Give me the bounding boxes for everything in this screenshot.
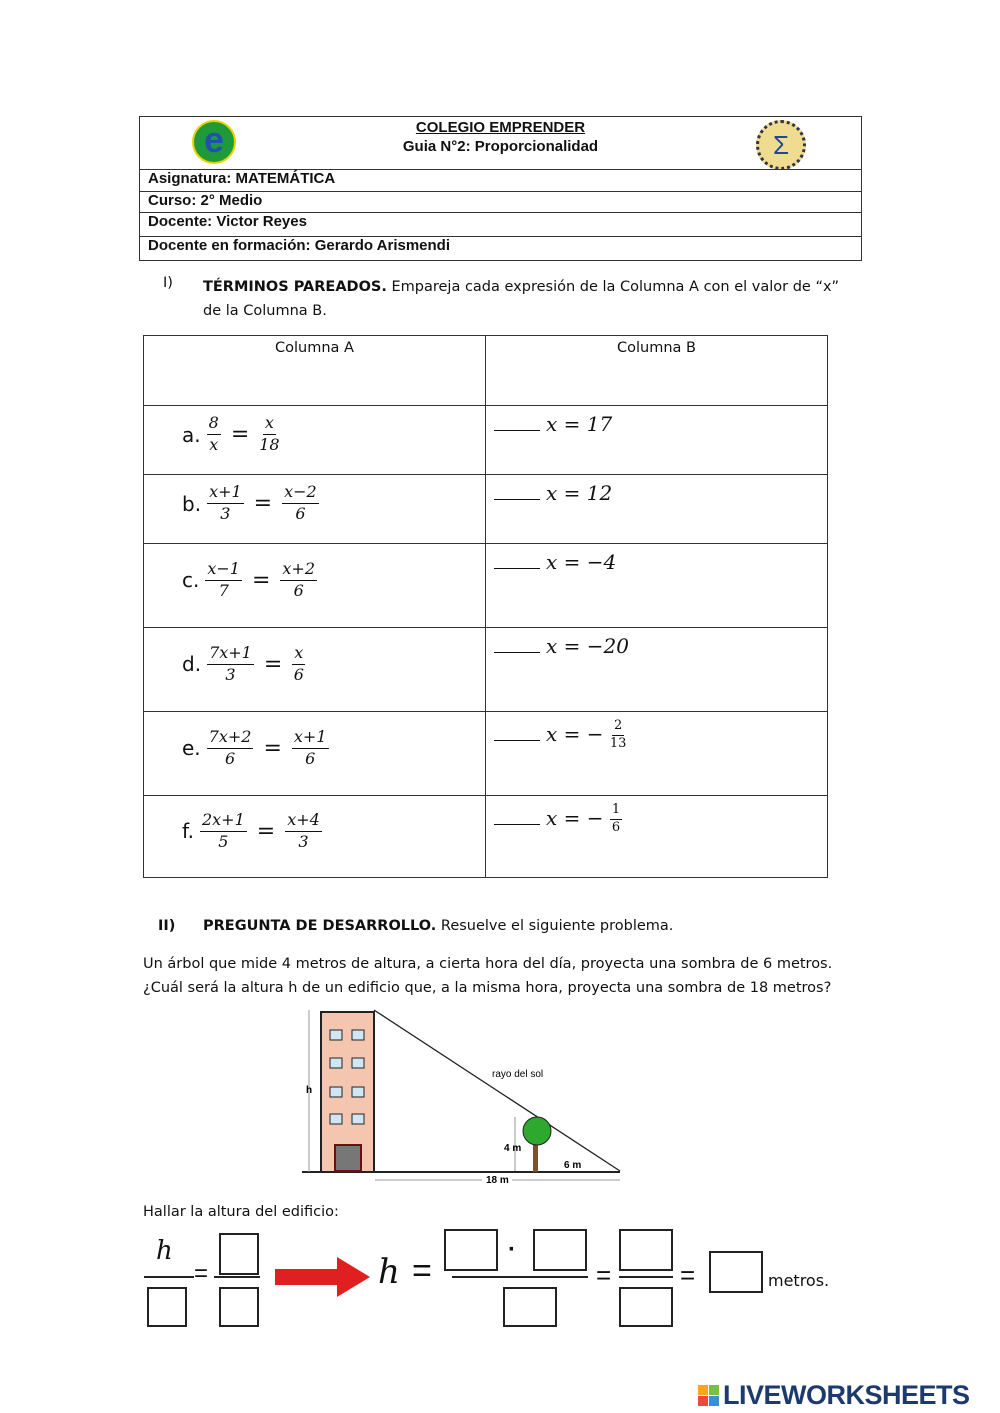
- x-value: x = −: [546, 805, 604, 830]
- building-shadow-diagram: [290, 1000, 630, 1190]
- tree-crown: [523, 1117, 551, 1145]
- matching-table: [143, 335, 828, 878]
- equals-sign-4: =: [680, 1260, 696, 1290]
- find-instruction: Hallar la altura del edificio:: [143, 1204, 339, 1220]
- answer-box-result[interactable]: [709, 1251, 763, 1293]
- answer-box-1[interactable]: [147, 1287, 187, 1327]
- subject: Asignatura: MATEMÁTICA: [140, 169, 861, 191]
- equals-sign: =: [194, 1260, 209, 1287]
- fraction: $\frac{7x+2}{6}$: [208, 726, 252, 768]
- sun-ray: [374, 1010, 620, 1171]
- fraction: $\frac{2x+1}{5}$: [201, 809, 245, 851]
- fraction: $\frac{x+2}{6}$: [282, 558, 316, 600]
- seal-logo: Σ: [756, 120, 806, 170]
- unit-label: metros.: [768, 1271, 830, 1290]
- teacher: Docente: Victor Reyes: [140, 212, 861, 236]
- fraction: $\frac{x-2}{6}$: [284, 482, 317, 523]
- item-label: b.: [182, 491, 202, 516]
- brand-icon: [698, 1385, 719, 1406]
- answer-blank[interactable]: [494, 499, 540, 500]
- column-b-option: [486, 475, 827, 505]
- fraction: $\frac{7x+1}{3}$: [209, 642, 252, 684]
- fraction: $\frac{8}{x}$: [208, 413, 219, 454]
- answer-blank[interactable]: [494, 740, 540, 741]
- school-name: COLEGIO EMPRENDER: [415, 119, 586, 136]
- answer-box-2[interactable]: [219, 1233, 259, 1275]
- fraction: $\frac{x-1}{7}$: [207, 558, 240, 600]
- table-row: f. $\frac{2x+1}{5}$ = $\frac{x+4}{3}$ x = − $\frac{1}{6}$: [144, 796, 828, 878]
- section2-instructions: PREGUNTA DE DESARROLLO. Resuelve el siguiente problema.: [203, 918, 674, 934]
- answer-box-8[interactable]: [619, 1287, 673, 1327]
- liveworksheets-brand: LIVEWORKSHEETS: [698, 1380, 970, 1411]
- column-b-option: [486, 406, 827, 436]
- table-row: c. $\frac{x-1}{7}$ = $\frac{x+2}{6}$ x = −4: [144, 544, 828, 628]
- equals-sign-3: =: [596, 1260, 612, 1290]
- school-logo: e: [192, 120, 236, 164]
- x-value: x = −: [546, 721, 604, 746]
- eq-h-numerator: h: [156, 1236, 173, 1266]
- item-label: d.: [182, 652, 202, 676]
- label-ray: rayo del sol: [492, 1069, 544, 1080]
- guide-title: Guia N°2: Proporcionalidad: [402, 138, 599, 155]
- answer-blank[interactable]: [494, 430, 540, 431]
- eq-h: h: [378, 1252, 400, 1292]
- item-label: e.: [182, 736, 201, 760]
- section2-number: II): [158, 918, 176, 934]
- fraction: $\frac{x}{6}$: [293, 642, 304, 684]
- table-row: a. $\frac{8}{x}$ = $\frac{x}{18}$ x = 17: [144, 406, 828, 475]
- answer-box-3[interactable]: [219, 1287, 259, 1327]
- fraction: $\frac{x+1}{3}$: [209, 482, 242, 523]
- fraction: $\frac{x+4}{3}$: [287, 809, 320, 851]
- section1-instructions: TÉRMINOS PAREADOS. Empareja cada expresión de la Columna A con el valor de “x” de la Columna B.: [203, 279, 840, 319]
- course: Curso: 2° Medio: [140, 191, 861, 212]
- equals-sign-2: =: [412, 1252, 432, 1290]
- item-label: a.: [182, 422, 201, 447]
- answer-box-4[interactable]: [444, 1229, 498, 1271]
- trainee-teacher: Docente en formación: Gerardo Arismendi: [140, 236, 861, 260]
- red-arrow-icon: [275, 1257, 371, 1297]
- dot-sign: ·: [508, 1236, 516, 1263]
- table-row: b. $\frac{x+1}{3}$ = $\frac{x-2}{6}$ x = 12: [144, 475, 828, 544]
- header-box: [139, 116, 862, 261]
- x-value: x = −20: [546, 634, 629, 658]
- column-b-option: [486, 796, 827, 837]
- problem-line-1: Un árbol que mide 4 metros de altura, a cierta hora del día, proyecta una sombra de 6 metros.: [143, 956, 833, 972]
- label-tree-height: 4 m: [504, 1143, 522, 1154]
- answer-blank[interactable]: [494, 568, 540, 569]
- table-row: d. $\frac{7x+1}{3}$ = $\frac{x}{6}$ x = −20: [144, 628, 828, 712]
- problem-line-2: ¿Cuál será la altura h de un edificio que, a la misma hora, proyecta una sombra de 18 metros?: [143, 980, 832, 996]
- column-a-header: Columna A: [275, 340, 354, 356]
- answer-box-5[interactable]: [533, 1229, 587, 1271]
- x-value: x = −4: [546, 550, 617, 574]
- answer-box-6[interactable]: [503, 1287, 557, 1327]
- fraction: $\frac{x+1}{6}$: [293, 726, 327, 768]
- label-h: h: [306, 1085, 313, 1096]
- answer-blank[interactable]: [494, 824, 540, 825]
- x-value: x = 12: [546, 481, 613, 505]
- item-label: c.: [182, 568, 200, 592]
- table-row: e. $\frac{7x+2}{6}$ = $\frac{x+1}{6}$ x = − $\frac{2}{13}$: [144, 712, 828, 796]
- x-value: x = 17: [546, 412, 613, 436]
- label-building-shadow: 18 m: [486, 1175, 509, 1186]
- column-b-option: [486, 712, 827, 753]
- fraction: $\frac{x}{18}$: [259, 413, 280, 454]
- fraction: $\frac{1}{6}$: [611, 802, 621, 835]
- answer-box-7[interactable]: [619, 1229, 673, 1271]
- section1-number: I): [163, 275, 173, 291]
- item-label: f.: [182, 819, 194, 843]
- label-tree-shadow: 6 m: [564, 1160, 582, 1171]
- column-b-option: [486, 628, 827, 658]
- fraction: $\frac{2}{13}$: [609, 718, 627, 751]
- column-b-option: [486, 544, 827, 574]
- column-b-header: Columna B: [617, 340, 696, 356]
- answer-blank[interactable]: [494, 652, 540, 653]
